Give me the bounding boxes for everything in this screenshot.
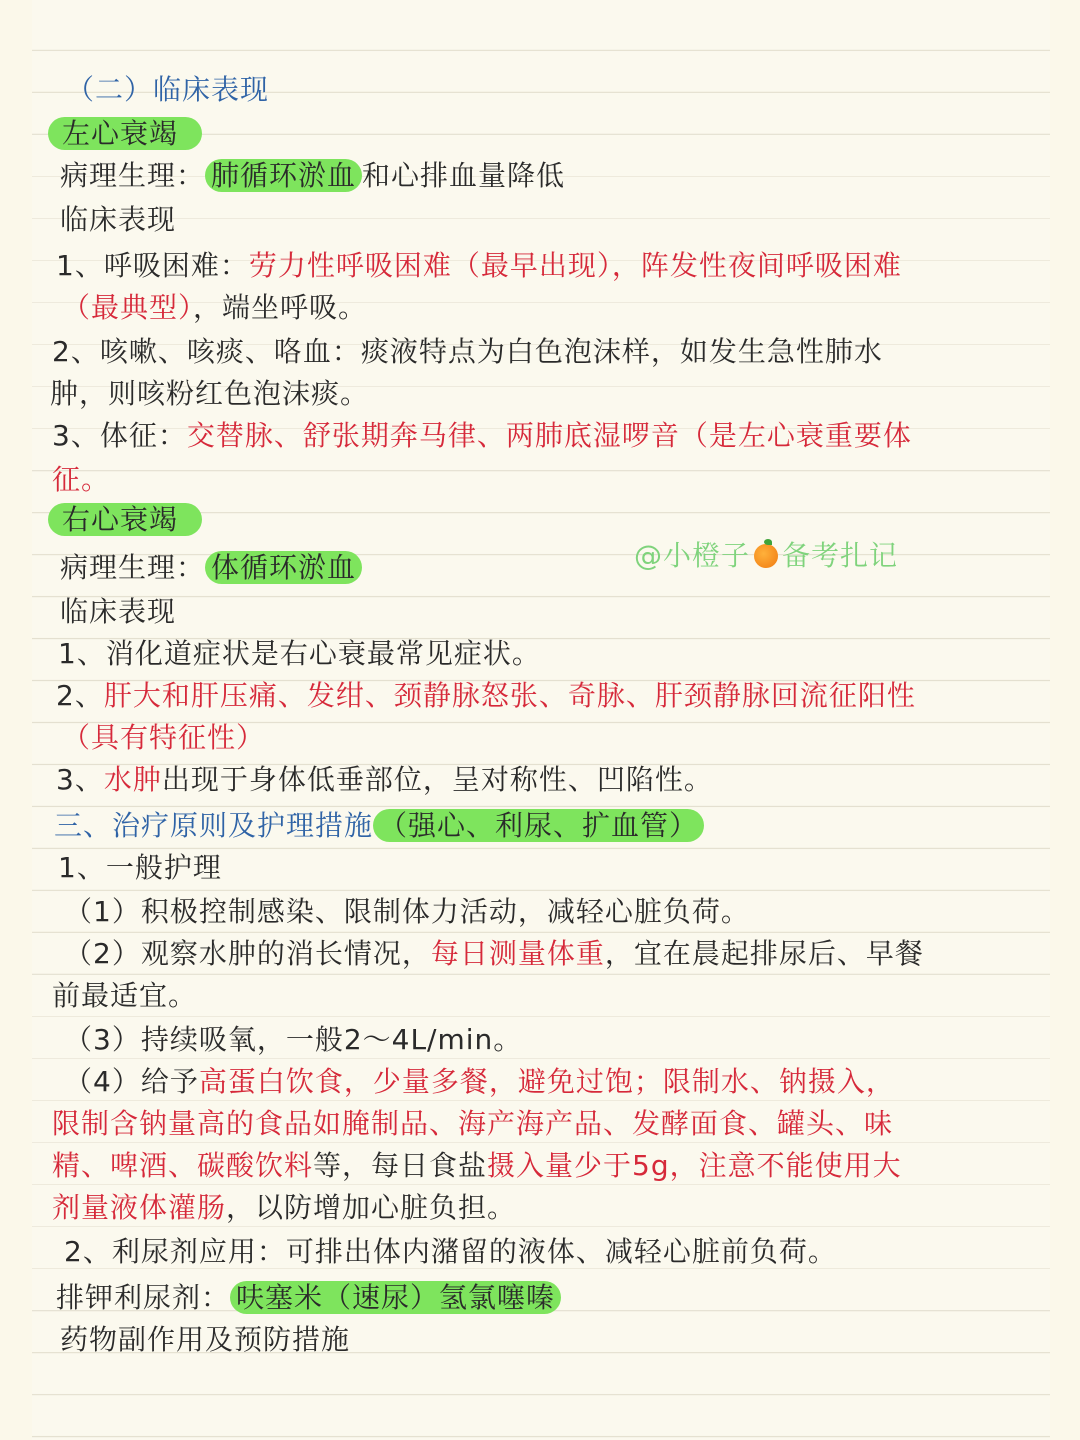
right-hf-item-1: 1、消化道症状是右心衰最常见症状。 <box>58 637 541 670</box>
general-care-2: （2）观察水肿的消长情况，每日测量体重，宜在晨起排尿后、早餐 <box>64 937 924 970</box>
right-hf-item-2: 2、肝大和肝压痛、发绀、颈静脉怒张、奇脉、肝颈静脉回流征阳性 <box>56 679 916 712</box>
section-heading: （二）临床表现 <box>66 73 270 106</box>
left-hf-clinical-label: 临床表现 <box>60 203 177 236</box>
orange-icon <box>754 544 778 568</box>
diuretic-usage: 2、利尿剂应用：可排出体内潴留的液体、减轻心脏前负荷。 <box>64 1235 837 1268</box>
general-care-1: （1）积极控制感染、限制体力活动，减轻心脏负荷。 <box>64 895 750 928</box>
left-hf-item-2-cont: 肿，则咳粉红色泡沫痰。 <box>50 377 370 410</box>
side-effects-label: 药物副作用及预防措施 <box>60 1323 351 1356</box>
general-care-3: （3）持续吸氧，一般2～4L/min。 <box>64 1023 523 1056</box>
left-hf-item-1-cont: （最典型），端坐呼吸。 <box>62 291 368 324</box>
right-hf-item-3: 3、水肿出现于身体低垂部位，呈对称性、凹陷性。 <box>56 763 713 796</box>
general-care-2-cont: 前最适宜。 <box>52 979 198 1012</box>
left-hf-item-3-cont: 征。 <box>52 463 111 496</box>
general-care-4-cont-3: 剂量液体灌肠，以防增加心脏负担。 <box>52 1191 517 1224</box>
right-hf-title: 右心衰竭 <box>48 500 202 540</box>
left-hf-item-1: 1、呼吸困难：劳力性呼吸困难（最早出现），阵发性夜间呼吸困难 <box>56 249 902 282</box>
watermark: @小橙子 备考扎记 <box>634 539 899 572</box>
right-hf-item-2-cont: （具有特征性） <box>62 721 266 754</box>
general-care-4: （4）给予高蛋白饮食，少量多餐，避免过饱；限制水、钠摄入， <box>64 1065 895 1098</box>
general-care-4-cont-2: 精、啤酒、碳酸饮料等，每日食盐摄入量少于5g，注意不能使用大 <box>52 1149 902 1182</box>
left-hf-item-3: 3、体征：交替脉、舒张期奔马律、两肺底湿啰音（是左心衰重要体 <box>52 419 912 452</box>
general-care-4-cont-1: 限制含钠量高的食品如腌制品、海产海产品、发酵面食、罐头、味 <box>52 1107 894 1140</box>
right-hf-pathophysiology: 病理生理： 体循环淤血 <box>60 548 362 588</box>
left-hf-title: 左心衰竭 <box>48 114 202 154</box>
left-hf-item-2: 2、咳嗽、咳痰、咯血：痰液特点为白色泡沫样，如发生急性肺水 <box>52 335 883 368</box>
general-care-title: 1、一般护理 <box>58 851 222 884</box>
potassium-diuretic: 排钾利尿剂： 呋塞米（速尿）氢氯噻嗪 <box>56 1278 561 1318</box>
left-hf-pathophysiology: 病理生理： 肺循环淤血 和心排血量降低 <box>60 159 566 192</box>
right-hf-clinical-label: 临床表现 <box>60 595 177 628</box>
treatment-heading: 三、治疗原则及护理措施 （强心、利尿、扩血管） <box>54 806 704 846</box>
